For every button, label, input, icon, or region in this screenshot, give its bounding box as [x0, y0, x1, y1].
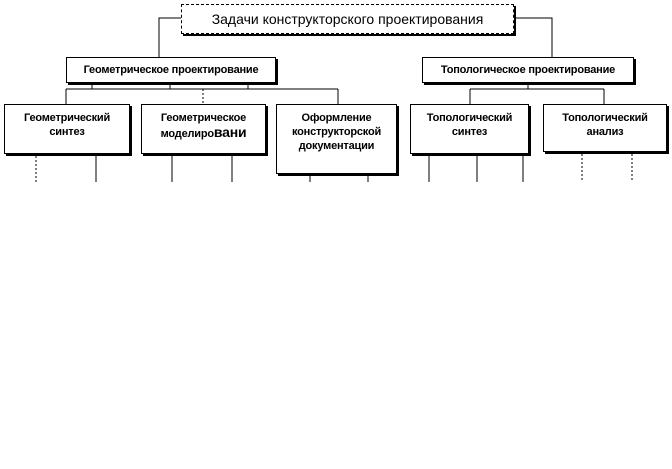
leaf-label-line2: синтез: [451, 126, 488, 138]
leaf-label-line1: Топологический: [426, 112, 513, 124]
group-label: Топологическое проектирование: [440, 64, 616, 76]
root-label: Задачи конструкторского проектирования: [211, 11, 484, 27]
leaf-design-documentation: [276, 104, 397, 174]
connector-root-right: [514, 18, 552, 57]
leaf-geometric-synthesis: [4, 104, 130, 154]
group-label: Геометрическое проектирование: [83, 64, 259, 76]
root-node: [181, 4, 514, 34]
leaf-label-line1: Оформление: [301, 112, 372, 124]
leaf-topological-synthesis: [410, 104, 529, 154]
leaf-label-line3: документации: [298, 140, 375, 152]
leaf-topological-analysis: [543, 104, 667, 152]
leaf-label-line2: моделировани: [160, 124, 247, 140]
leaf-label-line1: Топологический: [562, 112, 648, 124]
leaf-geometric-modeling: [141, 104, 266, 154]
leaf-label-line2: конструкторской: [291, 126, 382, 138]
leaf-label-line1: Геометрическое: [160, 112, 247, 124]
leaf-label-line2: синтез: [49, 126, 85, 138]
leaf-label-line2: анализ: [586, 126, 624, 138]
group-topological-design: [422, 57, 634, 83]
group-geometric-design: [66, 57, 276, 83]
connector-root-left: [159, 18, 181, 57]
leaf-label-line1: Геометрический: [23, 112, 111, 124]
